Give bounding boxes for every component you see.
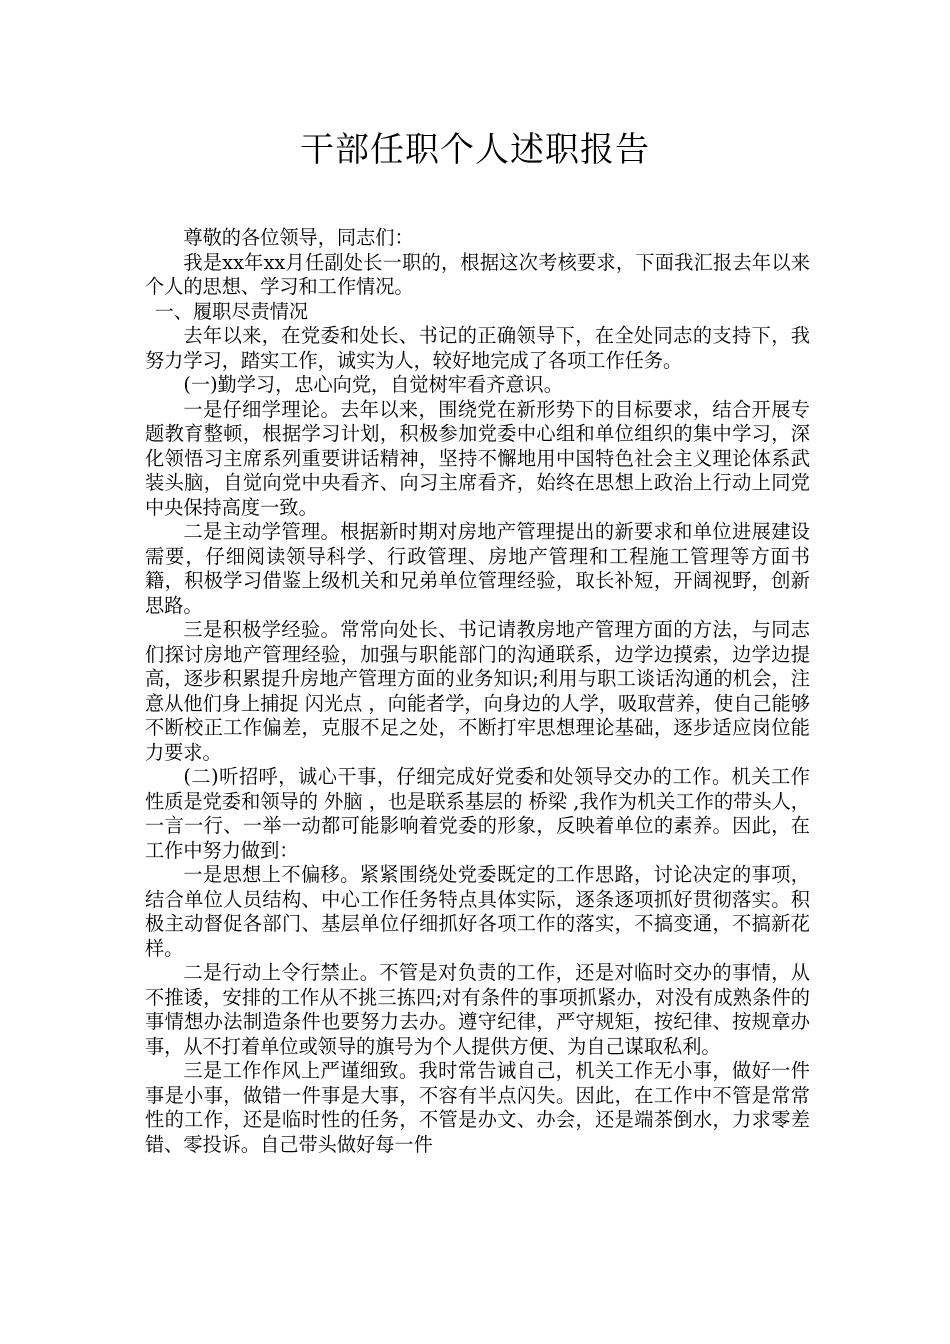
paragraph-salutation: 尊敬的各位领导，同志们： (183, 226, 414, 249)
paragraph: 二是主动学管理。根据新时期对房地产管理提出的新要求和单位进展建设需要，仔细阅读领导科学、行政管理、房地产管理和工程施工管理等方面书籍，积极学习借鉴上级机关和兄弟单位管理经验，取长补短，开阔视野，创新思路。 (145, 520, 810, 617)
subsection-heading: (一)勤学习，忠心向党，自觉树牢看齐意识。 (183, 373, 563, 396)
paragraph: 一是仔细学理论。去年以来，围绕党在新形势下的目标要求，结合开展专题教育整顿，根据学习计划，积极参加党委中心组和单位组织的集中学习，深化领悟习主席系列重要讲话精神，坚持不懈地用中国特色社会主义理论体系武装头脑，自觉向党中央看齐、向习主席看齐，始终在思想上政治上行动上同党中央保持高度一致。 (145, 397, 810, 519)
paragraph: 二是行动上令行禁止。不管是对负责的工作，还是对临时交办的事情，从不推诿，安排的工作从不挑三拣四;对有条件的事项抓紧办，对没有成熟条件的事情想办法制造条件也要努力去办。遵守纪律，严守规矩，按纪律、按规章办事，从不打着单位或领导的旗号为个人提供方便、为自己谋取私利。 (145, 961, 810, 1058)
paragraph: 三是积极学经验。常常向处长、书记请教房地产管理方面的方法，与同志们探讨房地产管理经验，加强与职能部门的沟通联系，边学边摸索，边学边提高，逐步积累提升房地产管理方面的业务知识;利用与职工谈话沟通的机会，注意从他们身上捕捉 闪光点 ，向能者学，向身边的人学，吸取营养，使自己能够不断校正工作偏差，克服不足之处，不断打牢思想理论基础，逐步适应岗位能力要求。 (145, 618, 810, 764)
paragraph: 一是思想上不偏移。紧紧围绕处党委既定的工作思路，讨论决定的事项，结合单位人员结构、中心工作任务特点具体实际，逐条逐项抓好贯彻落实。积极主动督促各部门、基层单位仔细抓好各项工作的落实，不搞变通，不搞新花样。 (145, 863, 810, 960)
paragraph: 三是工作作风上严谨细致。我时常告诫自己，机关工作无小事，做好一件事是小事，做错一件事是大事，不容有半点闪失。因此，在工作中不管是常常性的工作，还是临时性的任务，不管是办文、办会，还是端茶倒水，力求零差错、零投诉。自己带头做好每一件 (145, 1059, 810, 1156)
document-title: 干部任职个人述职报告 (300, 130, 650, 170)
document-body (145, 226, 810, 1157)
paragraph-intro: 我是xx年xx月任副处长一职的，根据这次考核要求，下面我汇报去年以来个人的思想、学习和工作情况。 (145, 250, 810, 298)
paragraph: 去年以来，在党委和处长、书记的正确领导下，在全处同志的支持下，我努力学习，踏实工作，诚实为人，较好地完成了各项工作任务。 (145, 324, 810, 372)
section-heading: 一、履职尽责情况 (154, 299, 309, 323)
subsection-heading: (二)听招呼，诚心干事，仔细完成好党委和处领导交办的工作。机关工作性质是党委和领导的 外脑 ，也是联系基层的 桥梁 ,我作为机关工作的带头人，一言一行、一举一动都可能影响着党委的形象，反映着单位的素养。因此，在工作中努力做到： (145, 765, 810, 862)
